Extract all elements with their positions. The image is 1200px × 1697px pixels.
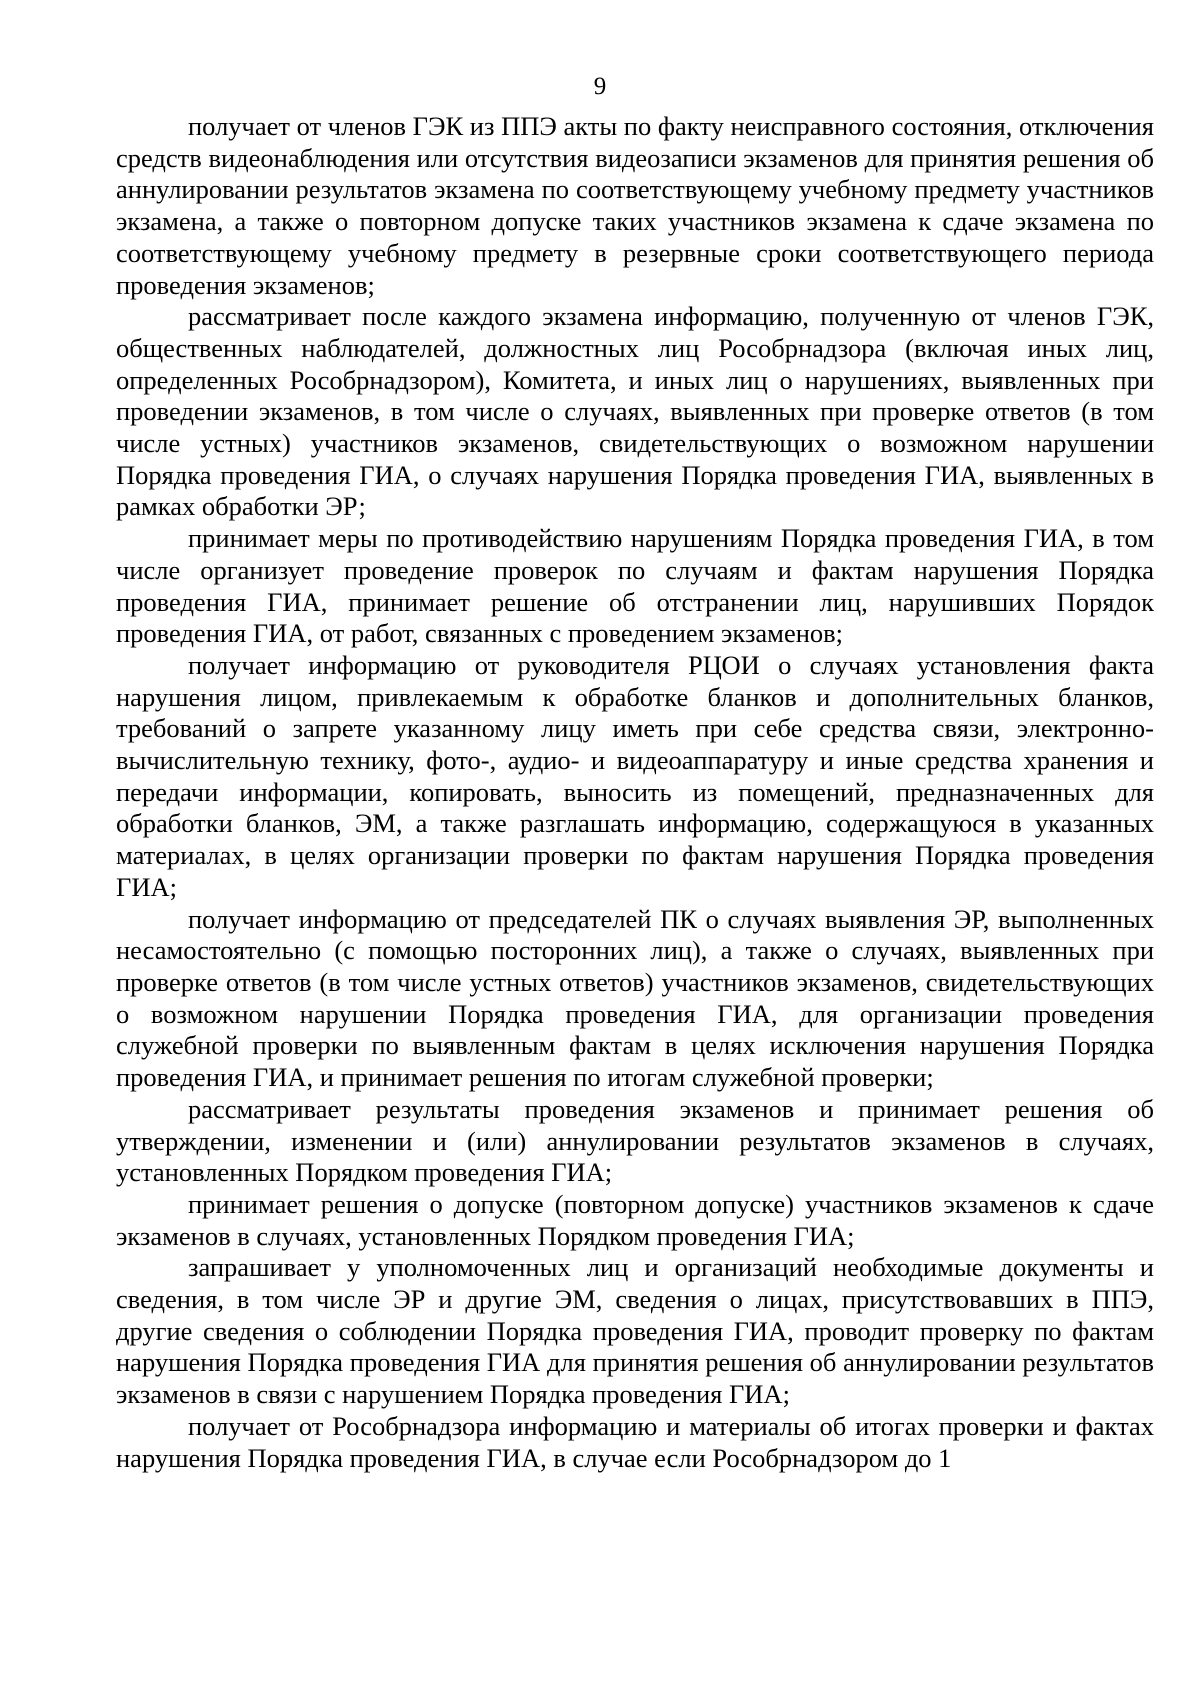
paragraph-3: принимает меры по противодействию нарушениям Порядка проведения ГИА, в том числе организует проведение проверок по случаям и фактам нарушения Порядка проведения ГИА, принимает решение об отстранении лиц, нарушивших Порядок проведения ГИА, от работ, связанных с проведением экзаменов;	[116, 523, 1154, 649]
paragraph-6: рассматривает результаты проведения экзаменов и принимает решения об утверждении, изменении и (или) аннулировании результатов экзаменов в случаях, установленных Порядком проведения ГИА;	[116, 1093, 1154, 1188]
paragraph-9: получает от Рособрнадзора информацию и материалы об итогах проверки и фактах нарушения Порядка проведения ГИА, в случае если Рособрнадзором до 1	[116, 1410, 1154, 1473]
paragraph-2: рассматривает после каждого экзамена информацию, полученную от членов ГЭК, общественных наблюдателей, должностных лиц Рособрнадзора (включая иных лиц, определенных Рособрнадзором), Комитета, и иных лиц о нарушениях, выявленных при проведении экзаменов, в том числе о случаях, выявленных при проверке ответов (в том числе устных) участников экзаменов, свидетельствующих о возможном нарушении Порядка проведения ГИА, о случаях нарушения Порядка проведения ГИА, выявленных в рамках обработки ЭР;	[116, 301, 1154, 522]
paragraph-5: получает информацию от председателей ПК о случаях выявления ЭР, выполненных несамостоятельно (с помощью посторонних лиц), а также о случаях, выявленных при проверке ответов (в том числе устных ответов) участников экзаменов, свидетельствующих о возможном нарушении Порядка проведения ГИА, для организации проведения служебной проверки по выявленным фактам в целях исключения нарушения Порядка проведения ГИА, и принимает решения по итогам служебной проверки;	[116, 903, 1154, 1093]
paragraph-4: получает информацию от руководителя РЦОИ о случаях установления факта нарушения лицом, привлекаемым к обработке бланков и дополнительных бланков, требований о запрете указанному лицу иметь при себе средства связи, электронно-вычислительную технику, фото-, аудио- и видеоаппаратуру и иные средства хранения и передачи информации, копировать, выносить из помещений, предназначенных для обработки бланков, ЭМ, а также разглашать информацию, содержащуюся в указанных материалах, в целях организации проверки по фактам нарушения Порядка проведения ГИА;	[116, 649, 1154, 902]
document-body	[116, 111, 1154, 1474]
page-number: 9	[593, 73, 607, 100]
paragraph-7: принимает решения о допуске (повторном допуске) участников экзаменов к сдаче экзаменов в случаях, установленных Порядком проведения ГИА;	[116, 1188, 1154, 1251]
paragraph-1: получает от членов ГЭК из ППЭ акты по факту неисправного состояния, отключения средств видеонаблюдения или отсутствия видеозаписи экзаменов для принятия решения об аннулировании результатов экзамена по соответствующему учебному предмету участников экзамена, а также о повторном допуске таких участников экзамена к сдаче экзамена по соответствующему учебному предмету в резервные сроки соответствующего периода проведения экзаменов;	[116, 111, 1154, 300]
paragraph-8: запрашивает у уполномоченных лиц и организаций необходимые документы и сведения, в том числе ЭР и другие ЭМ, сведения о лицах, присутствовавших в ППЭ, другие сведения о соблюдении Порядка проведения ГИА, проводит проверку по фактам нарушения Порядка проведения ГИА для принятия решения об аннулировании результатов экзаменов в связи с нарушением Порядка проведения ГИА;	[116, 1252, 1154, 1410]
